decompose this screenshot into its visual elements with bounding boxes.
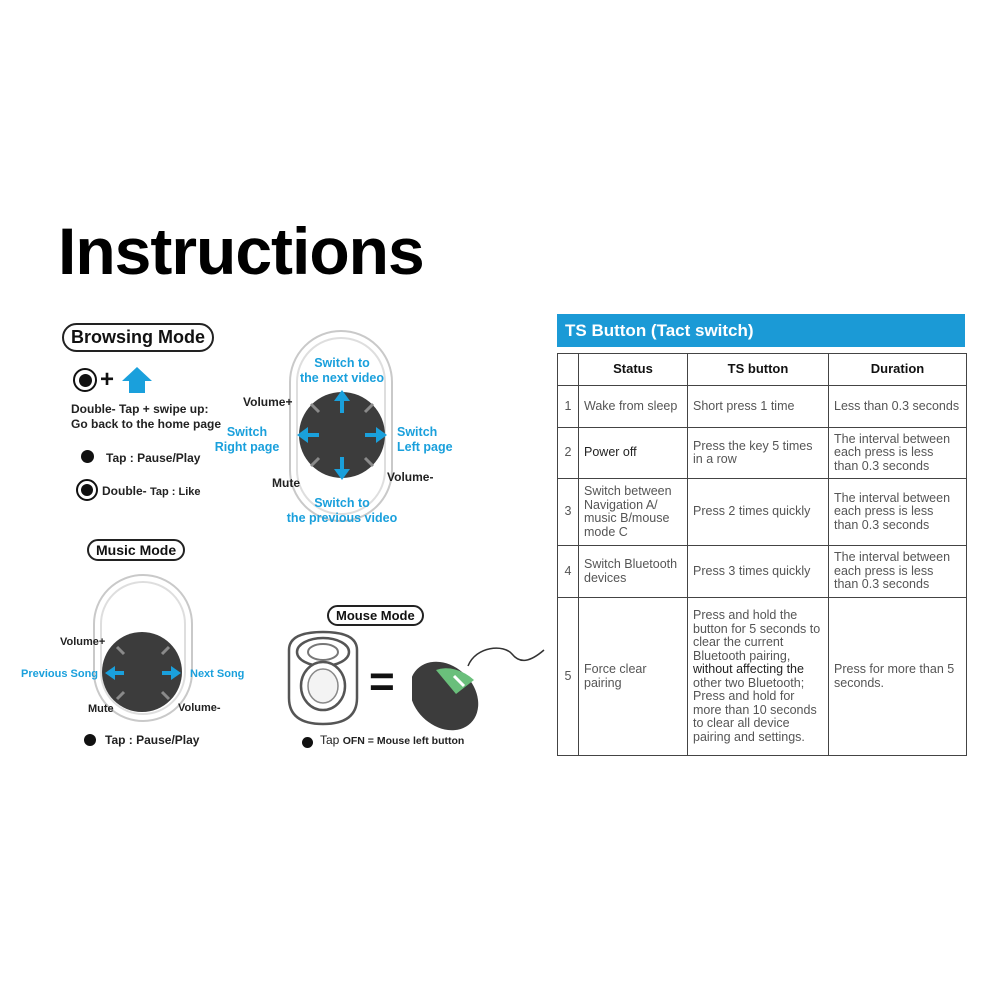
row-duration: The interval between each press is less than 0.3 seconds xyxy=(829,546,967,598)
row-number: 5 xyxy=(558,598,579,756)
row-duration: The interval between each press is less than 0.3 seconds xyxy=(829,479,967,546)
next-song-label: Next Song xyxy=(190,668,245,680)
double-tap-swipe-text: Double- Tap + swipe up: xyxy=(71,402,209,416)
swipe-up-arrow-icon xyxy=(118,365,156,395)
ts-button-table xyxy=(557,353,967,756)
row-number: 2 xyxy=(558,428,579,479)
row-status: Power off xyxy=(579,428,688,479)
double-label: Double- xyxy=(102,484,147,498)
row-duration: Less than 0.3 seconds xyxy=(829,386,967,428)
page-title: Instructions xyxy=(58,214,424,288)
row-ts-button: Short press 1 time xyxy=(688,386,829,428)
row-status: Switch Bluetooth devices xyxy=(579,546,688,598)
double-tap-like-icon xyxy=(76,479,98,501)
browsing-direction-arrows xyxy=(289,380,395,490)
browsing-volume-up-label: Volume+ xyxy=(243,395,293,409)
tap-pause-play-text: Tap : Pause/Play xyxy=(106,451,201,465)
row-number: 1 xyxy=(558,386,579,428)
table-header-duration: Duration xyxy=(829,354,967,386)
row-ts-button: Press 3 times quickly xyxy=(688,546,829,598)
double-tap-icon xyxy=(73,368,97,392)
go-home-text: Go back to the home page xyxy=(71,417,222,431)
table-row xyxy=(558,598,967,756)
switch-left-page-label: Switch Left page xyxy=(397,425,453,454)
row-number: 4 xyxy=(558,546,579,598)
row-status: Wake from sleep xyxy=(579,386,688,428)
table-row xyxy=(558,428,967,479)
switch-next-video-label: Switch to the next video xyxy=(299,356,385,385)
switch-right-page-label: Switch Right page xyxy=(214,425,280,454)
music-volume-up-label: Volume+ xyxy=(60,636,106,648)
tap-dot-icon xyxy=(81,450,94,463)
ts-table-title: TS Button (Tact switch) xyxy=(557,314,965,347)
switch-previous-video-label: Switch to the previous video xyxy=(286,496,398,525)
row-status: Force clear pairing xyxy=(579,598,688,756)
double-tap-swipe-symbol xyxy=(73,365,156,395)
row-status: Switch between Navigation A/ music B/mouse mode C xyxy=(579,479,688,546)
double-tap-like-text xyxy=(102,484,201,498)
row-duration: Press for more than 5 seconds. xyxy=(829,598,967,756)
previous-song-label: Previous Song xyxy=(21,668,99,680)
table-row xyxy=(558,386,967,428)
mouse-mode-header: Mouse Mode xyxy=(327,605,424,626)
table-header-row xyxy=(558,354,967,386)
table-row xyxy=(558,546,967,598)
table-row xyxy=(558,479,967,546)
table-header-ts-button: TS button xyxy=(688,354,829,386)
row-ts-button: Press and hold the button for 5 seconds to clear the current Bluetooth pairing, without affecting the other two Bluetooth; Press and hold for more than 10 seconds to clear all device pairing and settings. xyxy=(688,598,829,756)
browsing-volume-down-label: Volume- xyxy=(387,470,434,484)
row-ts-button: Press 2 times quickly xyxy=(688,479,829,546)
table-header-num xyxy=(558,354,579,386)
browsing-mute-label: Mute xyxy=(272,476,300,490)
browsing-mode-header: Browsing Mode xyxy=(62,323,214,352)
ring-controller-icon xyxy=(279,620,367,730)
music-tap-pause-play-text: Tap : Pause/Play xyxy=(105,733,200,747)
music-mute-label: Mute xyxy=(88,703,114,715)
music-mode-header: Music Mode xyxy=(87,539,185,561)
equals-sign: = xyxy=(369,657,395,706)
ofn-label: OFN = Mouse left button xyxy=(342,735,465,747)
music-volume-down-label: Volume- xyxy=(178,702,221,714)
mouse-tap-label: Tap xyxy=(320,733,340,747)
music-tap-dot-icon xyxy=(84,734,96,746)
mouse-tap-text xyxy=(320,733,464,747)
mouse-tap-dot-icon xyxy=(302,737,313,748)
row-number: 3 xyxy=(558,479,579,546)
row-duration: The interval between each press is less than 0.3 seconds xyxy=(829,428,967,479)
row-ts-button: Press the key 5 times in a row xyxy=(688,428,829,479)
plus-icon: + xyxy=(100,366,115,393)
tap-like-label: Tap : Like xyxy=(150,486,201,498)
table-header-status: Status xyxy=(579,354,688,386)
